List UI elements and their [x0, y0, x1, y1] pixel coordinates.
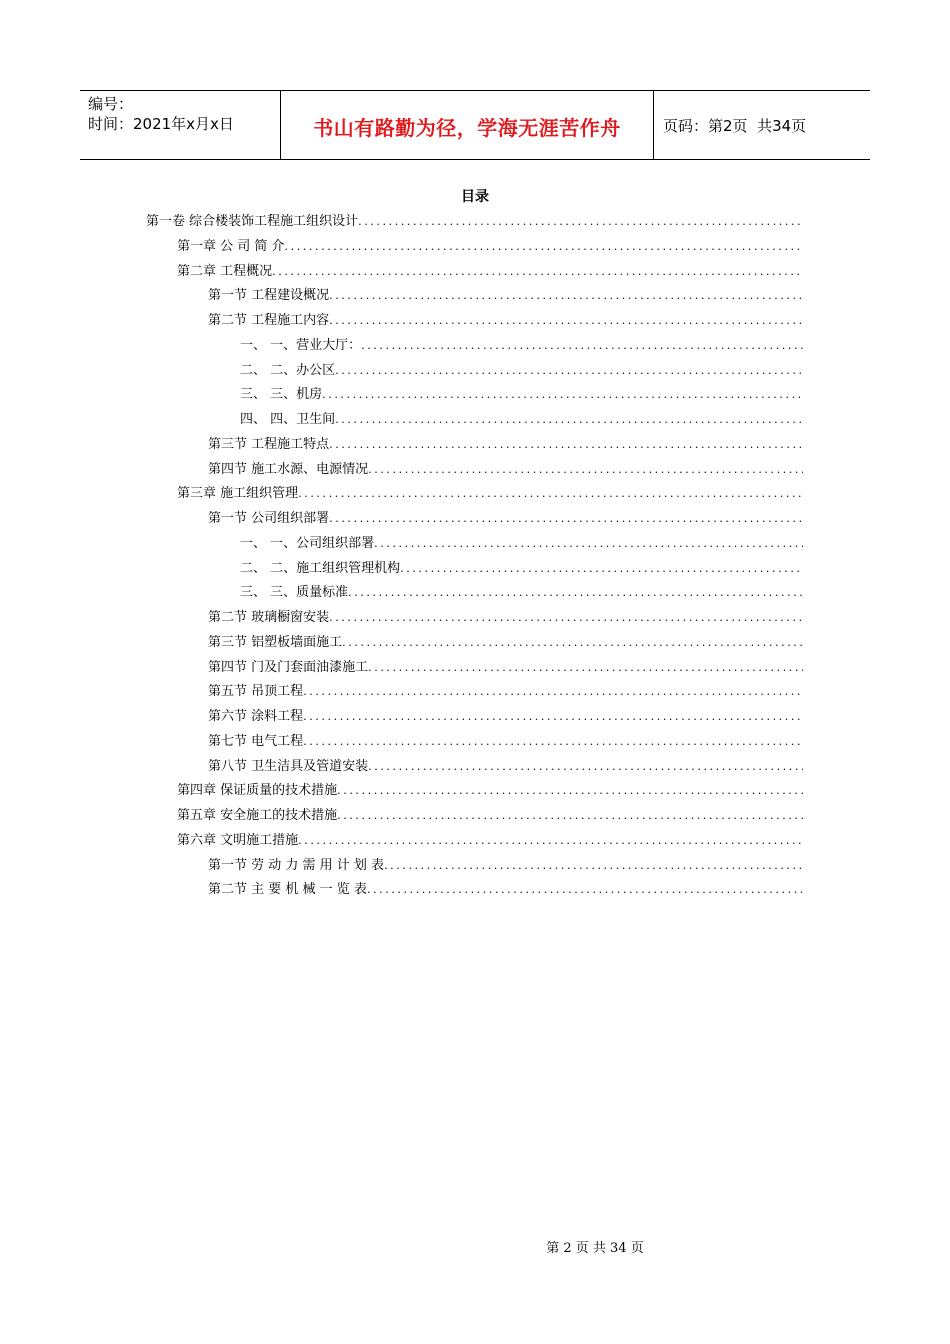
- toc-entry[interactable]: [208, 284, 803, 304]
- toc-title: 目录: [461, 189, 489, 205]
- toc-entry[interactable]: [177, 829, 803, 849]
- toc-entry[interactable]: [240, 383, 803, 403]
- toc-entry-label: 第四节 门及门套面油漆施工: [208, 659, 369, 675]
- toc-entry[interactable]: [177, 235, 803, 255]
- toc-entry-label: 第七节 电气工程: [208, 733, 304, 749]
- toc-entry[interactable]: [208, 631, 803, 651]
- toc-entry-label: 三、 三、质量标准: [240, 585, 349, 601]
- toc-entry-label: 第二节 玻璃橱窗安装: [208, 610, 330, 625]
- toc-leader-dots: [303, 710, 803, 723]
- toc-leader-dots: [329, 512, 803, 525]
- toc-leader-dots: [298, 487, 803, 500]
- toc-entry-label: 二、 二、施工组织管理机构: [240, 560, 401, 576]
- toc-leader-dots: [329, 438, 803, 451]
- toc-entry[interactable]: [240, 359, 803, 379]
- toc-entry-label: 第一节 工程建设概况: [208, 288, 330, 304]
- toc-leader-dots: [329, 289, 803, 302]
- toc-entry[interactable]: [208, 755, 803, 775]
- toc-leader-dots: [384, 859, 803, 872]
- toc-leader-dots: [374, 537, 803, 550]
- toc-entry[interactable]: [208, 878, 803, 898]
- motto-text: 书山有路勤为径，学海无涯苦作舟: [313, 115, 621, 140]
- toc-leader-dots: [298, 834, 803, 847]
- toc-entry[interactable]: [208, 730, 803, 750]
- toc-entry[interactable]: [208, 433, 803, 453]
- toc-entry-label: 第四节 施工水源、电源情况: [208, 461, 369, 477]
- toc-entry[interactable]: [208, 854, 803, 874]
- toc-entry-label: 第三章 施工组织管理: [177, 486, 299, 502]
- toc-entry-label: 第二节 工程施工内容: [208, 313, 330, 328]
- toc-entry-label: 第二章 工程概况: [177, 263, 273, 279]
- toc-leader-dots: [342, 636, 803, 649]
- toc-leader-dots: [285, 240, 803, 253]
- header-motto-cell: [281, 91, 654, 159]
- toc-entry-label: 第八节 卫生洁具及管道安装: [208, 758, 369, 774]
- toc-entry[interactable]: [208, 458, 803, 478]
- toc-entry-label: 第一节 公司组织部署: [208, 511, 330, 526]
- toc-entry-label: 第六章 文明施工措施: [177, 832, 299, 848]
- toc-entry[interactable]: [177, 779, 803, 799]
- toc-leader-dots: [400, 562, 803, 575]
- toc-entry[interactable]: [208, 309, 803, 329]
- toc-leader-dots: [337, 809, 803, 822]
- toc-leader-dots: [335, 413, 803, 426]
- toc-entry[interactable]: [208, 606, 803, 626]
- toc-entry-label: 第四章 保证质量的技术措施: [177, 783, 338, 799]
- toc-leader-dots: [303, 685, 803, 698]
- toc-entry[interactable]: [177, 804, 803, 824]
- toc-entry[interactable]: [177, 482, 803, 502]
- toc-entry[interactable]: [208, 705, 803, 725]
- header-page-info: 页码：第2页 共34页: [663, 116, 807, 135]
- toc-leader-dots: [337, 784, 803, 797]
- toc-leader-dots: [361, 339, 803, 352]
- toc-leader-dots: [335, 364, 803, 377]
- toc-entry[interactable]: [240, 581, 803, 601]
- toc-entry-label: 第一卷 综合楼装饰工程施工组织设计: [146, 214, 359, 229]
- toc-entry-label: 二、 二、办公区: [240, 362, 336, 378]
- toc-entry[interactable]: [208, 507, 803, 527]
- header-meta: [80, 91, 281, 159]
- toc-leader-dots: [329, 314, 803, 327]
- page-header: [80, 90, 870, 160]
- toc-entry-label: 四、 四、卫生间: [240, 412, 336, 427]
- toc-entry-label: 第五节 吊顶工程: [208, 684, 304, 700]
- toc-entry-label: 第六节 涂料工程: [208, 709, 304, 724]
- toc-entry-label: 三、 三、机房: [240, 387, 323, 403]
- toc-entry[interactable]: [240, 532, 803, 552]
- toc-entry[interactable]: [208, 656, 803, 676]
- toc-leader-dots: [322, 388, 803, 401]
- toc-entry[interactable]: [177, 260, 803, 280]
- toc-leader-dots: [348, 586, 803, 599]
- toc-entry-label: 第三节 铝塑板墙面施工: [208, 634, 343, 650]
- toc-leader-dots: [358, 215, 803, 228]
- toc-leader-dots: [368, 661, 803, 674]
- toc-leader-dots: [368, 463, 803, 476]
- toc-entry-label: 第一章 公 司 简 介: [177, 238, 285, 254]
- document-time: 时间：2021年x月x日: [88, 115, 234, 133]
- toc-entry-label: 第二节 主 要 机 械 一 览 表: [208, 882, 367, 898]
- toc-leader-dots: [272, 265, 803, 278]
- toc-leader-dots: [303, 735, 803, 748]
- toc-entry[interactable]: [208, 680, 803, 700]
- page-footer: 第 2 页 共 34 页: [546, 1241, 644, 1256]
- toc-leader-dots: [329, 611, 803, 624]
- toc-entry-label: 第三节 工程施工特点: [208, 436, 330, 452]
- toc-leader-dots: [367, 883, 803, 896]
- toc-entry[interactable]: [240, 334, 803, 354]
- toc-entry-label: 一、 一、公司组织部署: [240, 535, 375, 551]
- toc-entry[interactable]: [240, 408, 803, 428]
- document-number-label: 编号：: [88, 95, 134, 113]
- toc-entry[interactable]: [240, 557, 803, 577]
- toc-entry-label: 第一节 劳 动 力 需 用 计 划 表: [208, 857, 385, 873]
- toc-entry-label: 第五章 安全施工的技术措施: [177, 808, 338, 823]
- toc-entry-label: 一、 一、营业大厅：: [240, 337, 362, 353]
- toc-leader-dots: [368, 760, 803, 773]
- toc-entry[interactable]: [146, 210, 803, 230]
